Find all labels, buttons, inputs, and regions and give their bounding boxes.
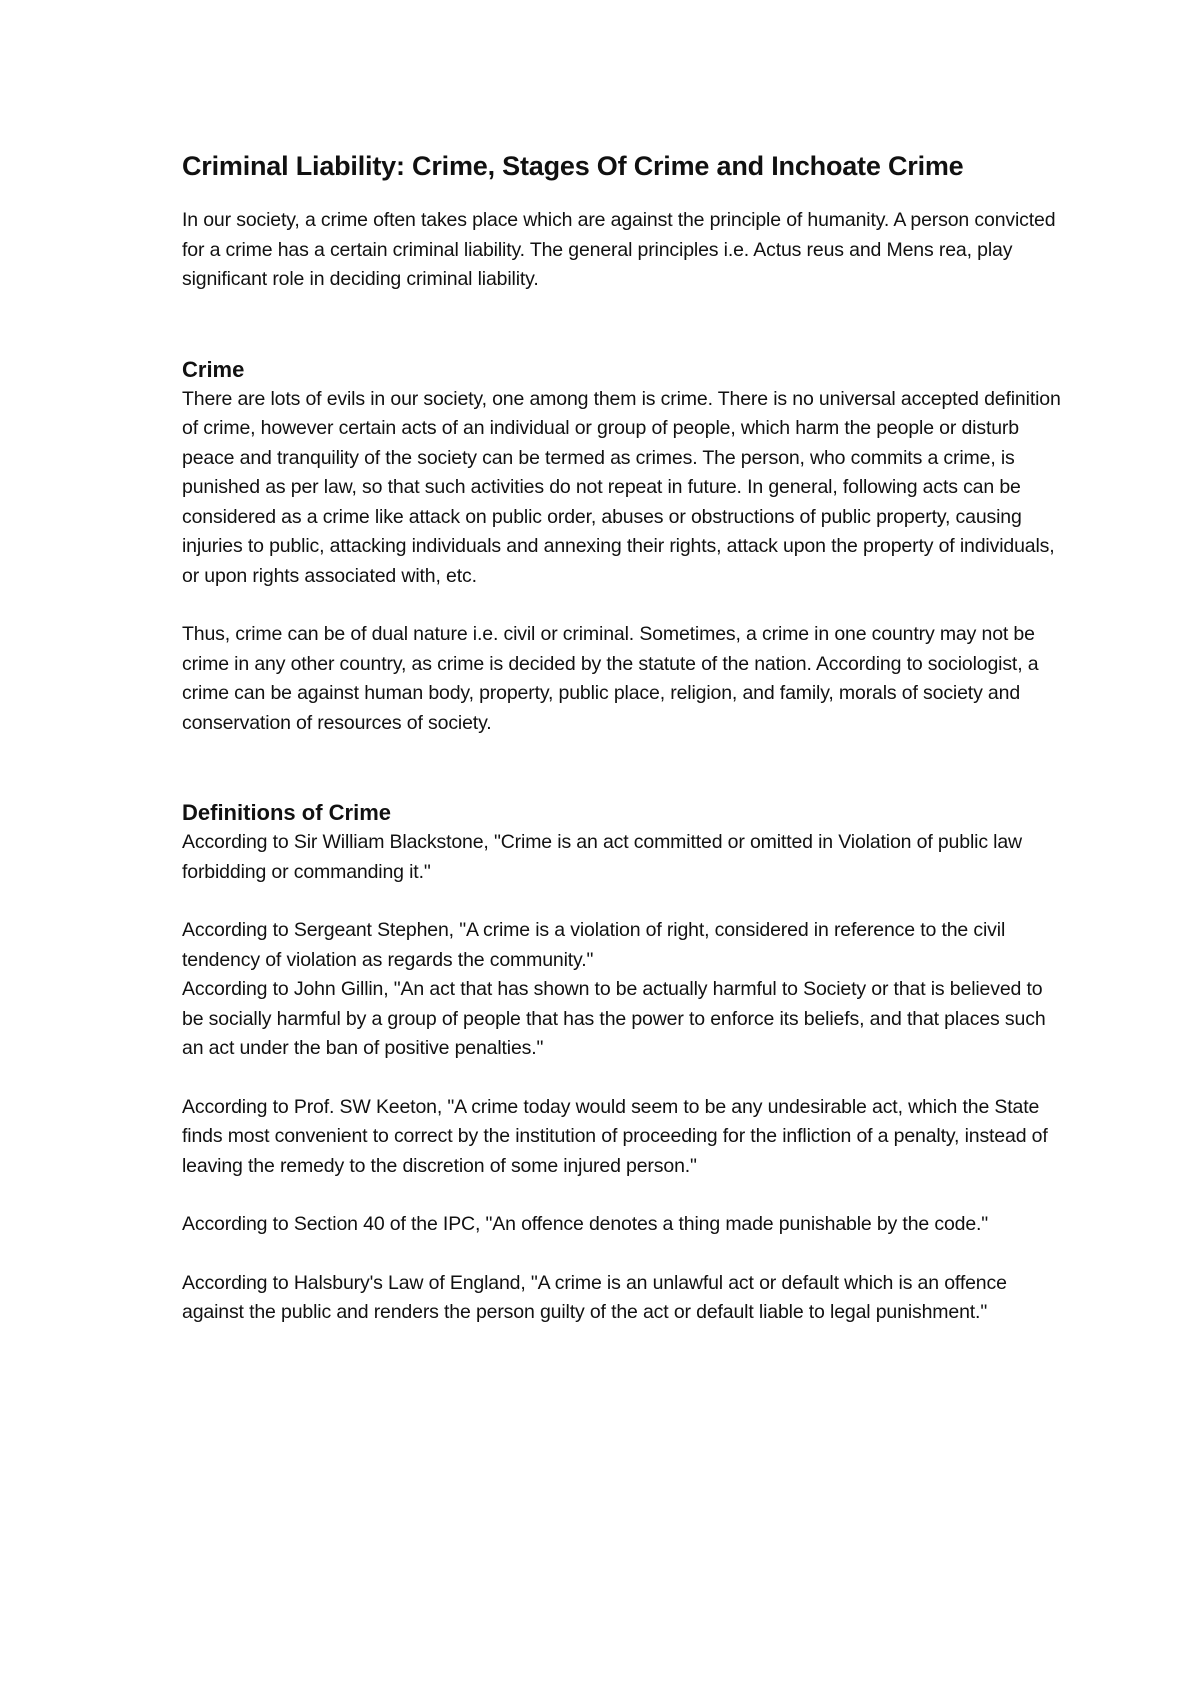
crime-paragraph-2: Thus, crime can be of dual nature i.e. civil or criminal. Sometimes, a crime in one country may not be crime in any other country, as crime is decided by the statute of the nation. According to sociologist, a crime can be against human body, property, public place, religion, and family, morals of society and conservation of resources of society. xyxy=(182,623,1039,734)
spacer xyxy=(182,1240,1062,1269)
spacer xyxy=(182,887,1062,916)
definition-halsbury: According to Halsbury's Law of England, "A crime is an unlawful act or default which is an offence against the public and renders the person guilty of the act or default liable to legal punishment." xyxy=(182,1271,1007,1323)
document-title: Criminal Liability: Crime, Stages Of Crime and Inchoate Crime xyxy=(182,151,964,181)
document-page xyxy=(182,148,1062,1328)
definition-blackstone: According to Sir William Blackstone, "Crime is an act committed or omitted in Violation of public law forbidding or commanding it." xyxy=(182,831,1022,883)
definition-stephen: According to Sergeant Stephen, "A crime is a violation of right, considered in reference to the civil tendency of violation as regards the community." xyxy=(182,919,1006,971)
spacer xyxy=(182,295,1062,355)
spacer xyxy=(182,1181,1062,1210)
spacer xyxy=(182,591,1062,620)
definition-ipc: According to Section 40 of the IPC, "An offence denotes a thing made punishable by the code." xyxy=(182,1213,989,1235)
spacer xyxy=(182,1064,1062,1093)
section-heading-definitions: Definitions of Crime xyxy=(182,800,392,825)
spacer xyxy=(182,738,1062,798)
section-heading-crime: Crime xyxy=(182,356,245,382)
intro-paragraph: In our society, a crime often takes place which are against the principle of humanity. A person convicted for a crime has a certain criminal liability. The general principles i.e. Actus reus and Mens rea, play significant role in deciding criminal liability. xyxy=(182,209,1056,290)
crime-paragraph-1: There are lots of evils in our society, one among them is crime. There is no universal accepted definition of crime, however certain acts of an individual or group of people, which harm the people or disturb peace and tranquility of the society can be termed as crimes. The person, who commits a crime, is punished as per law, so that such activities do not repeat in future. In general, following acts can be considered as a crime like attack on public order, abuses or obstructions of public property, causing injuries to public, attacking individuals and annexing their rights, attack upon the property of individuals, or upon rights associated with, etc. xyxy=(182,387,1061,587)
definition-gillin: According to John Gillin, "An act that has shown to be actually harmful to Society or that is believed to be socially harmful by a group of people that has the power to enforce its beliefs, and that places such an act under the ban of positive penalties." xyxy=(182,978,1046,1059)
definition-keeton: According to Prof. SW Keeton, "A crime today would seem to be any undesirable act, which the State finds most convenient to correct by the institution of proceeding for the infliction of a penalty, instead of leaving the remedy to the discretion of some injured person." xyxy=(182,1095,1048,1177)
